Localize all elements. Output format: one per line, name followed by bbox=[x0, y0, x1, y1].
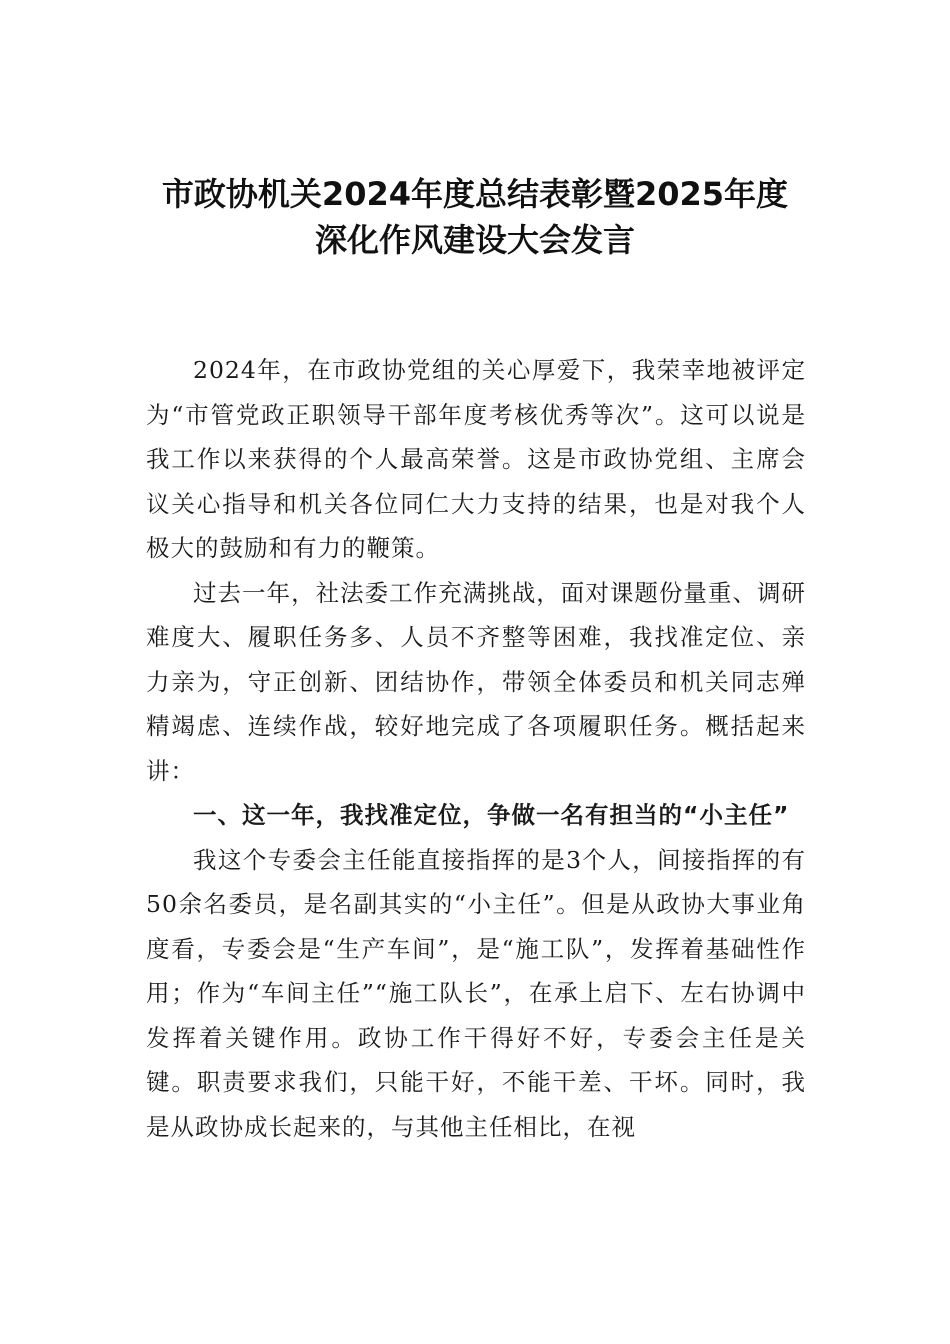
paragraph-1: 2024年，在市政协党组的关心厚爱下，我荣幸地被评定为“市管党政正职领导干部年度考核优秀等次”。这可以说是我工作以来获得的个人最高荣誉。这是市政协党组、主席会议关心指导和机关各位同仁大力支持的结果，也是对我个人极大的鼓励和有力的鞭策。 bbox=[146, 356, 806, 562]
paragraph-3: 我这个专委会主任能直接指挥的是3个人，间接指挥的有50余名委员，是名副其实的“小主任”。但是从政协大事业角度看，专委会是“生产车间”，是“施工队”，发挥着基础性作用；作为“车间主任”“施工队长”，在承上启下、左右协调中发挥着关键作用。政协工作干得好不好，专委会主任是关键。职责要求我们，只能干好，不能干差、干坏。同时，我是从政协成长起来的，与其他主任相比，在视 bbox=[146, 845, 806, 1141]
document-body bbox=[146, 348, 806, 1149]
section-heading-1: 一、这一年，我找准定位，争做一名有担当的“小主任” bbox=[193, 801, 790, 829]
document-title-line-2: 深化作风建设大会发言 bbox=[314, 221, 635, 259]
paragraph-2: 过去一年，社法委工作充满挑战，面对课题份量重、调研难度大、履职任务多、人员不齐整等困难，我找准定位、亲力亲为，守正创新、团结协作，带领全体委员和机关同志殚精竭虑、连续作战，较好地完成了各项履职任务。概括起来讲： bbox=[146, 578, 806, 785]
document-title-line-1: 市政协机关2024年度总结表彰暨2025年度 bbox=[161, 175, 789, 213]
